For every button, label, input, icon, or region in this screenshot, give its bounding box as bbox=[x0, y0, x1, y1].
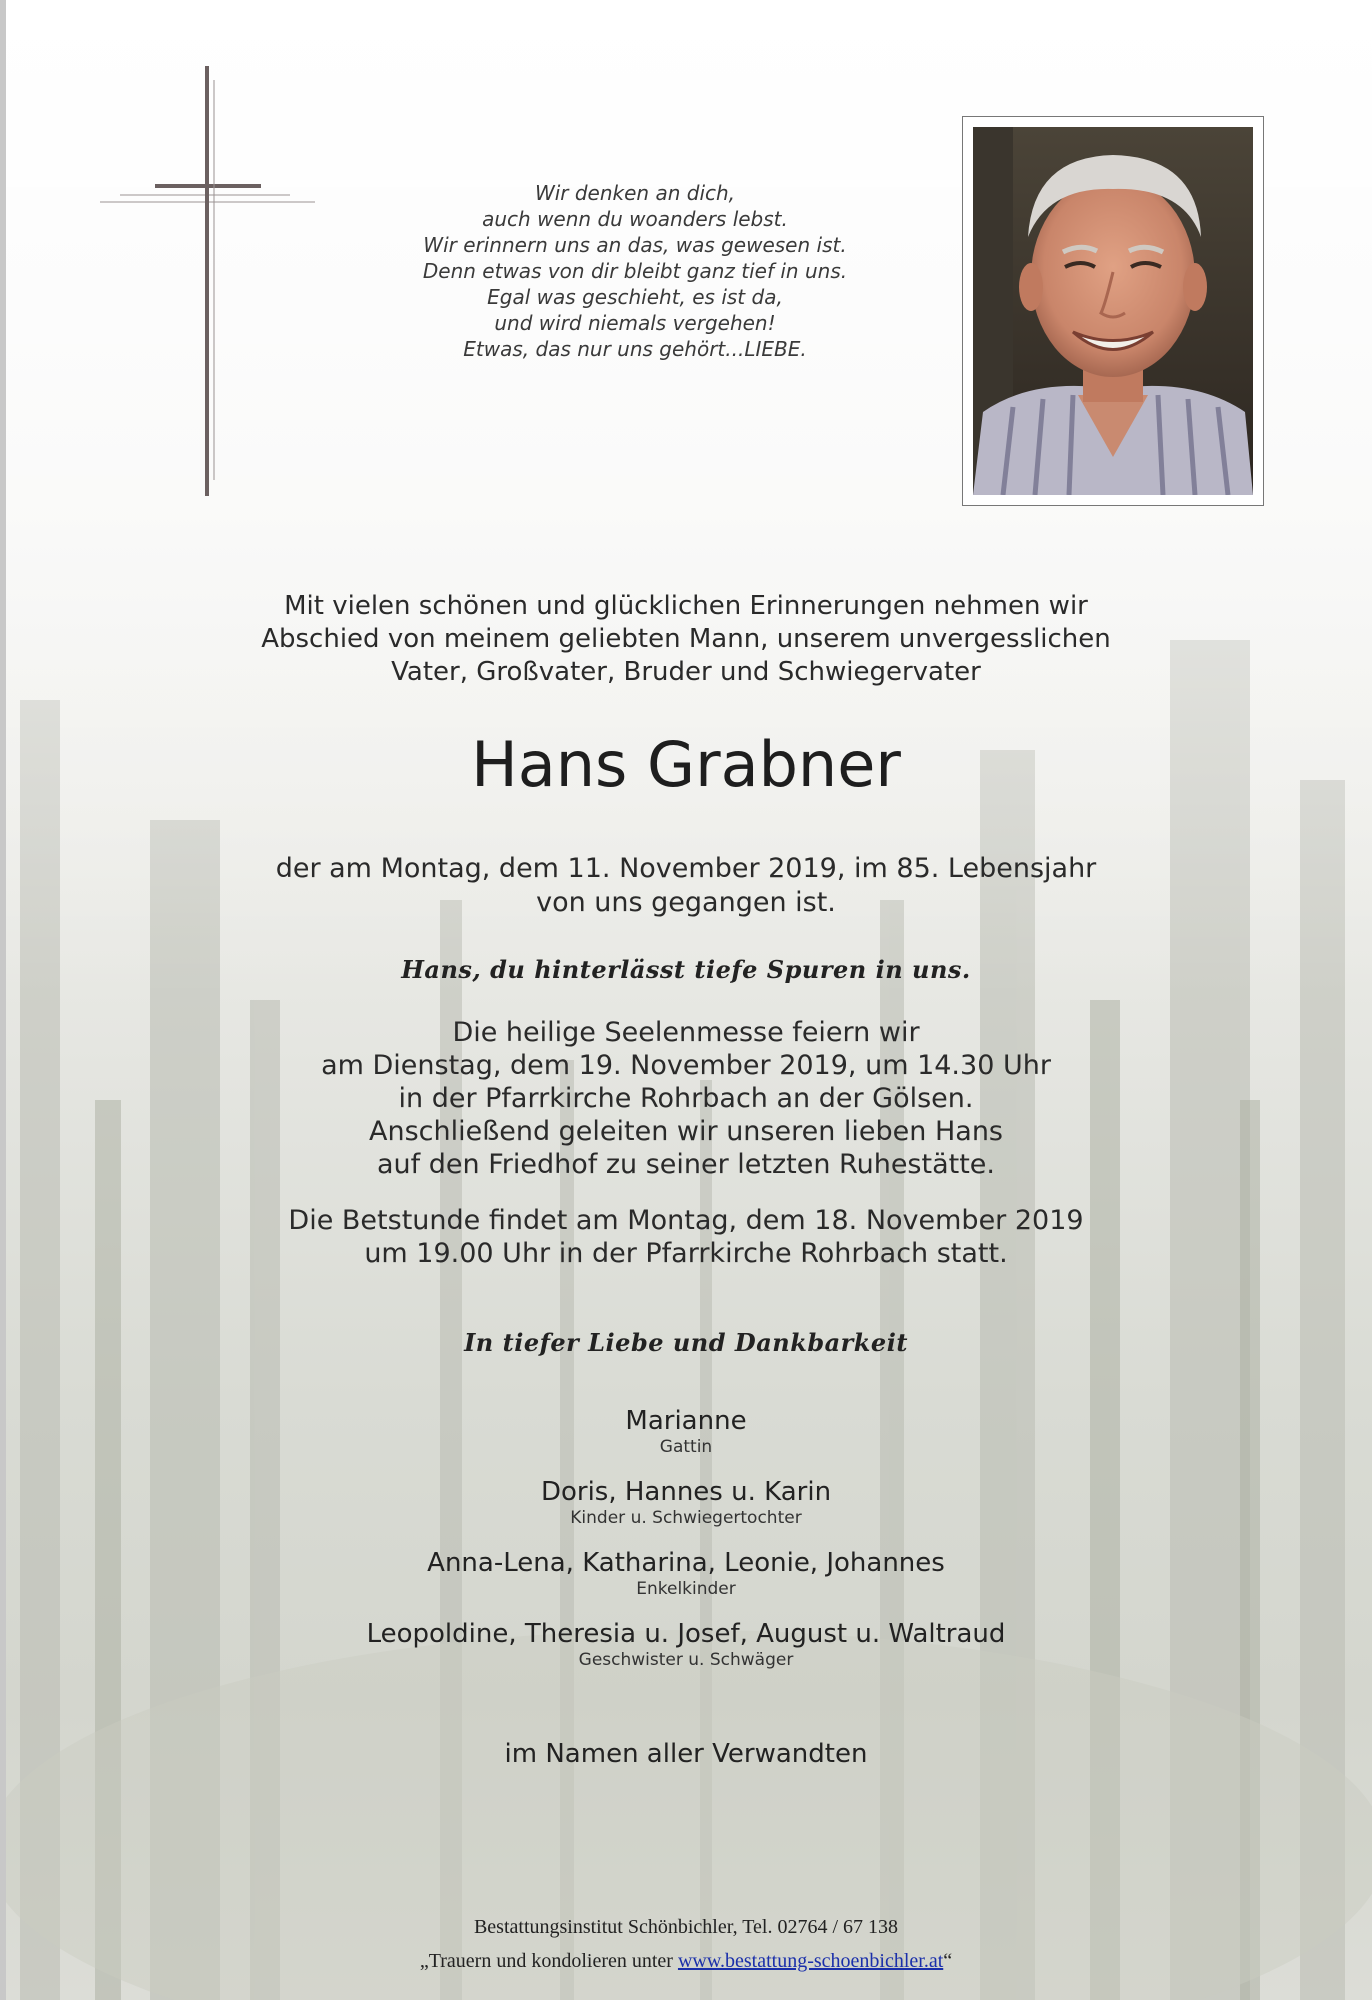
mass-line: in der Pfarrkirche Rohrbach an der Gölsen. bbox=[398, 1083, 974, 1114]
dedication-line: In tiefer Liebe und Dankbarkeit bbox=[464, 1328, 908, 1357]
prayer-line: Die Betstunde findet am Montag, dem 18. November 2019 bbox=[288, 1205, 1084, 1236]
tribute-line: Hans, du hinterlässt tiefe Spuren in uns. bbox=[401, 955, 971, 984]
mourner-relation: Enkelkinder bbox=[636, 1579, 736, 1599]
mass-line: Die heilige Seelenmesse feiern wir bbox=[452, 1017, 920, 1048]
mourner-name: Anna-Lena, Katharina, Leonie, Johannes bbox=[427, 1548, 945, 1578]
mourner-relation: Geschwister u. Schwäger bbox=[578, 1650, 794, 1670]
poem-line: und wird niemals vergehen! bbox=[494, 311, 776, 335]
poem-line: auch wenn du woanders lebst. bbox=[482, 207, 788, 231]
mass-line: am Dienstag, dem 19. November 2019, um 14.30 Uhr bbox=[321, 1050, 1051, 1081]
death-line: der am Montag, dem 11. November 2019, im 85. Lebensjahr bbox=[275, 853, 1097, 884]
funeral-home-footer bbox=[186, 1910, 1186, 1978]
mourner-name: Leopoldine, Theresia u. Josef, August u. Waltraud bbox=[366, 1619, 1006, 1649]
farewell-intro bbox=[186, 590, 1186, 689]
mourner-relation: Kinder u. Schwiegertochter bbox=[570, 1508, 802, 1528]
condolence-suffix: “ bbox=[943, 1950, 953, 1972]
mourner-entry bbox=[186, 1477, 1186, 1528]
closing-line: im Namen aller Verwandten bbox=[504, 1739, 868, 1769]
death-line: von uns gegangen ist. bbox=[536, 887, 836, 918]
funeral-mass-info bbox=[186, 1016, 1186, 1181]
mourners-list bbox=[186, 1406, 1186, 1690]
poem-line: Etwas, das nur uns gehört...LIEBE. bbox=[463, 337, 807, 361]
mass-line: auf den Friedhof zu seiner letzten Ruhestätte. bbox=[377, 1149, 995, 1180]
condolence-prefix: „Trauern und kondolieren unter bbox=[419, 1950, 678, 1972]
mourner-entry bbox=[186, 1548, 1186, 1599]
scan-edge-line bbox=[0, 0, 6, 2000]
portrait-photo bbox=[962, 116, 1264, 506]
poem-line: Wir denken an dich, bbox=[534, 181, 736, 205]
prayer-hour-info bbox=[186, 1204, 1186, 1270]
portrait-image bbox=[973, 127, 1253, 495]
intro-line: Vater, Großvater, Bruder und Schwiegervater bbox=[391, 657, 981, 687]
intro-line: Abschied von meinem geliebten Mann, unserem unvergesslichen bbox=[261, 624, 1111, 654]
condolence-website-link[interactable]: www.bestattung-schoenbichler.at bbox=[677, 1950, 944, 1972]
poem-line: Egal was geschieht, es ist da, bbox=[487, 285, 783, 309]
funeral-home-contact: Bestattungsinstitut Schönbichler, Tel. 02764 / 67 138 bbox=[473, 1916, 899, 1938]
condolence-line bbox=[186, 1944, 1186, 1978]
mourner-name: Marianne bbox=[625, 1406, 747, 1436]
mass-line: Anschließend geleiten wir unseren lieben Hans bbox=[369, 1116, 1003, 1147]
intro-line: Mit vielen schönen und glücklichen Erinnerungen nehmen wir bbox=[284, 591, 1088, 621]
mourner-name: Doris, Hannes u. Karin bbox=[540, 1477, 832, 1507]
poem-line: Denn etwas von dir bleibt ganz tief in uns. bbox=[422, 259, 848, 283]
memorial-poem bbox=[360, 180, 910, 362]
deceased-name: Hans Grabner bbox=[471, 728, 901, 801]
mourner-entry bbox=[186, 1406, 1186, 1457]
poem-line: Wir erinnern uns an das, was gewesen ist. bbox=[423, 233, 847, 257]
mourner-entry bbox=[186, 1619, 1186, 1670]
prayer-line: um 19.00 Uhr in der Pfarrkirche Rohrbach statt. bbox=[364, 1238, 1008, 1269]
death-notice bbox=[186, 852, 1186, 920]
cross-icon bbox=[100, 60, 320, 500]
mourner-relation: Gattin bbox=[659, 1437, 713, 1457]
